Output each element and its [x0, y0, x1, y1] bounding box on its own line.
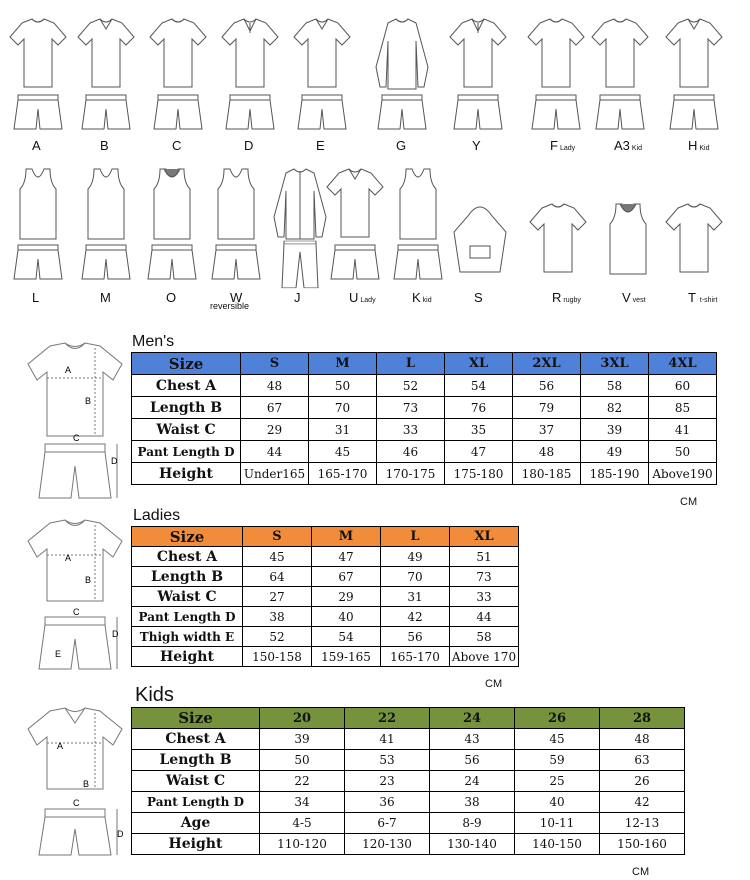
- table-cell: 40: [312, 607, 381, 627]
- row-label: Thigh width E: [132, 627, 243, 647]
- garment-label-y: Y: [472, 138, 481, 153]
- table-cell: 159-165: [312, 647, 381, 667]
- table-cell: 73: [377, 397, 445, 419]
- table-cell: 58: [450, 627, 519, 647]
- table-cell: 48: [600, 729, 685, 750]
- garment-f-illustration: [526, 15, 586, 145]
- garment-o-illustration: [142, 165, 202, 295]
- garment-e-illustration: [292, 15, 352, 145]
- table-cell: 54: [445, 375, 513, 397]
- garment-label-a3: A3 Kid: [614, 138, 643, 153]
- table-row: [132, 397, 717, 419]
- table-cell: 23: [345, 771, 430, 792]
- ladies-measure-diagram: [25, 517, 125, 684]
- diagram-label-b: B: [83, 779, 90, 789]
- table-cell: 24: [430, 771, 515, 792]
- table-cell: 40: [515, 792, 600, 813]
- ladies-header-row: [132, 527, 519, 547]
- table-cell: 150-160: [600, 834, 685, 855]
- table-cell: 120-130: [345, 834, 430, 855]
- mens-size-header: S: [241, 353, 309, 375]
- ladies-size-header: M: [312, 527, 381, 547]
- table-cell: Above 170: [450, 647, 519, 667]
- table-row: [132, 547, 519, 567]
- table-cell: 52: [243, 627, 312, 647]
- table-cell: 70: [309, 397, 377, 419]
- table-cell: 35: [445, 419, 513, 441]
- table-cell: 42: [600, 792, 685, 813]
- garment-label-o: O: [166, 290, 177, 305]
- table-cell: 12-13: [600, 813, 685, 834]
- row-label: Pant Length D: [132, 607, 243, 627]
- table-cell: 47: [445, 441, 513, 463]
- table-row: [132, 627, 519, 647]
- table-cell: 48: [241, 375, 309, 397]
- table-row: [132, 587, 519, 607]
- diagram-label-b: B: [85, 575, 92, 585]
- table-cell: 185-190: [581, 463, 649, 485]
- table-cell: 48: [513, 441, 581, 463]
- table-cell: 64: [243, 567, 312, 587]
- garment-label-j: J: [294, 290, 301, 305]
- table-row: [132, 647, 519, 667]
- table-row: [132, 771, 685, 792]
- table-cell: 31: [309, 419, 377, 441]
- garment-w-note: reversible: [210, 301, 250, 311]
- table-cell: 67: [241, 397, 309, 419]
- garment-label-g: G: [396, 138, 407, 153]
- table-cell: 44: [450, 607, 519, 627]
- diagram-label-c: C: [73, 433, 80, 443]
- garment-label-w: W: [230, 290, 243, 305]
- table-cell: 29: [312, 587, 381, 607]
- table-cell: 42: [381, 607, 450, 627]
- table-cell: 82: [581, 397, 649, 419]
- row-label: Chest A: [132, 375, 241, 397]
- table-cell: 50: [309, 375, 377, 397]
- kids-cm-unit: CM: [632, 866, 650, 878]
- garment-a-illustration: [8, 15, 68, 145]
- table-cell: 170-175: [377, 463, 445, 485]
- garment-k-illustration: [388, 165, 448, 295]
- garment-label-f: F Lady: [550, 138, 576, 153]
- garment-label-h: H Kid: [688, 138, 710, 153]
- table-cell: 43: [430, 729, 515, 750]
- row-label: Age: [132, 813, 260, 834]
- garment-u-illustration: [325, 165, 385, 295]
- table-row: [132, 441, 717, 463]
- table-cell: 31: [381, 587, 450, 607]
- diagram-label-d: D: [111, 456, 118, 466]
- diagram-label-c: C: [73, 798, 80, 808]
- kids-size-header: 24: [430, 708, 515, 729]
- table-cell: 38: [243, 607, 312, 627]
- garment-r-illustration: [528, 200, 588, 330]
- garment-b-illustration: [76, 15, 136, 145]
- mens-header-row: [132, 353, 717, 375]
- table-cell: 59: [515, 750, 600, 771]
- diagram-label-d: D: [117, 829, 124, 839]
- garment-d-illustration: [220, 15, 280, 145]
- kids-header-row: [132, 708, 685, 729]
- diagram-label-e: E: [55, 649, 62, 659]
- table-row: [132, 750, 685, 771]
- table-cell: 50: [649, 441, 717, 463]
- row-label: Length B: [132, 397, 241, 419]
- table-cell: 58: [581, 375, 649, 397]
- table-cell: 67: [312, 567, 381, 587]
- table-cell: 27: [243, 587, 312, 607]
- kids-measure-diagram: [25, 705, 125, 872]
- row-label: Waist C: [132, 419, 241, 441]
- table-cell: 73: [450, 567, 519, 587]
- table-cell: 36: [345, 792, 430, 813]
- row-label: Height: [132, 834, 260, 855]
- garment-label-d: D: [244, 138, 254, 153]
- diagram-label-a: A: [65, 365, 72, 375]
- garment-label-b: B: [100, 138, 109, 153]
- table-cell: 175-180: [445, 463, 513, 485]
- row-label: Chest A: [132, 547, 243, 567]
- garment-label-u: U Lady: [349, 290, 376, 305]
- garment-w-illustration: [206, 165, 266, 295]
- table-row: [132, 729, 685, 750]
- table-row: [132, 834, 685, 855]
- table-cell: Above190: [649, 463, 717, 485]
- table-cell: 37: [513, 419, 581, 441]
- diagram-label-d: D: [112, 629, 119, 639]
- mens-size-header: L: [377, 353, 445, 375]
- garment-label-m: M: [100, 290, 111, 305]
- kids-size-table: [131, 707, 685, 855]
- table-cell: 47: [312, 547, 381, 567]
- table-cell: 53: [345, 750, 430, 771]
- table-row: [132, 375, 717, 397]
- table-cell: 46: [377, 441, 445, 463]
- garment-v-illustration: [598, 200, 658, 330]
- kids-size-header: 20: [260, 708, 345, 729]
- mens-cm-unit: CM: [680, 496, 698, 508]
- garment-l-illustration: [8, 165, 68, 295]
- row-label: Pant Length D: [132, 441, 241, 463]
- table-cell: 140-150: [515, 834, 600, 855]
- garment-y-illustration: [448, 15, 508, 145]
- garment-s-illustration: [450, 200, 510, 330]
- table-cell: 49: [381, 547, 450, 567]
- table-cell: 45: [309, 441, 377, 463]
- table-cell: 39: [260, 729, 345, 750]
- table-cell: 130-140: [430, 834, 515, 855]
- row-label: Length B: [132, 567, 243, 587]
- ladies-size-header: XL: [450, 527, 519, 547]
- ladies-header-label: Size: [132, 527, 243, 547]
- table-cell: 165-170: [309, 463, 377, 485]
- table-cell: 8-9: [430, 813, 515, 834]
- mens-header-label: Size: [132, 353, 241, 375]
- table-cell: 54: [312, 627, 381, 647]
- mens-size-header: 3XL: [581, 353, 649, 375]
- table-row: [132, 792, 685, 813]
- table-cell: 63: [600, 750, 685, 771]
- table-cell: 180-185: [513, 463, 581, 485]
- table-cell: 33: [450, 587, 519, 607]
- table-cell: 50: [260, 750, 345, 771]
- garment-j-illustration: [270, 165, 330, 295]
- table-cell: 38: [430, 792, 515, 813]
- garment-label-t: T t-shirt: [688, 290, 718, 305]
- mens-title: Men's: [132, 333, 175, 350]
- table-cell: 45: [515, 729, 600, 750]
- garment-a3-illustration: [590, 15, 650, 145]
- table-cell: 4-5: [260, 813, 345, 834]
- diagram-label-a: A: [57, 741, 64, 751]
- row-label: Length B: [132, 750, 260, 771]
- table-cell: 29: [241, 419, 309, 441]
- table-cell: 44: [241, 441, 309, 463]
- garment-m-illustration: [76, 165, 136, 295]
- ladies-cm-unit: CM: [485, 678, 503, 690]
- table-row: [132, 419, 717, 441]
- table-cell: 39: [581, 419, 649, 441]
- ladies-title: Ladies: [133, 507, 181, 524]
- table-cell: 52: [377, 375, 445, 397]
- table-cell: 60: [649, 375, 717, 397]
- table-cell: 56: [430, 750, 515, 771]
- table-cell: 70: [381, 567, 450, 587]
- diagram-label-a: A: [65, 553, 72, 563]
- row-label: Chest A: [132, 729, 260, 750]
- kids-header-label: Size: [132, 708, 260, 729]
- garment-label-s: S: [474, 290, 483, 305]
- ladies-size-header: S: [243, 527, 312, 547]
- row-label: Height: [132, 463, 241, 485]
- table-cell: 26: [600, 771, 685, 792]
- table-cell: 49: [581, 441, 649, 463]
- table-cell: 22: [260, 771, 345, 792]
- table-row: [132, 607, 519, 627]
- table-cell: 110-120: [260, 834, 345, 855]
- kids-title: Kids: [135, 684, 174, 706]
- table-cell: 41: [345, 729, 430, 750]
- garment-g-illustration: [372, 15, 432, 145]
- garment-label-e: E: [316, 138, 325, 153]
- row-label: Waist C: [132, 587, 243, 607]
- table-row: [132, 813, 685, 834]
- garment-label-c: C: [172, 138, 182, 153]
- table-cell: 41: [649, 419, 717, 441]
- mens-size-header: 2XL: [513, 353, 581, 375]
- table-cell: 34: [260, 792, 345, 813]
- mens-size-header: 4XL: [649, 353, 717, 375]
- garment-label-k: Kkid: [412, 290, 432, 305]
- table-cell: 33: [377, 419, 445, 441]
- mens-size-header: XL: [445, 353, 513, 375]
- mens-size-header: M: [309, 353, 377, 375]
- table-cell: 165-170: [381, 647, 450, 667]
- row-label: Height: [132, 647, 243, 667]
- garment-c-illustration: [148, 15, 208, 145]
- table-cell: 150-158: [243, 647, 312, 667]
- garment-label-v: Vvest: [622, 290, 646, 305]
- table-cell: 45: [243, 547, 312, 567]
- garment-h-illustration: [664, 15, 724, 145]
- table-cell: 56: [381, 627, 450, 647]
- garment-label-l: L: [32, 290, 40, 305]
- mens-measure-diagram: [25, 340, 125, 507]
- ladies-size-header: L: [381, 527, 450, 547]
- ladies-size-table: [131, 526, 519, 667]
- table-cell: 6-7: [345, 813, 430, 834]
- table-cell: 76: [445, 397, 513, 419]
- row-label: Waist C: [132, 771, 260, 792]
- diagram-label-b: B: [85, 396, 92, 406]
- mens-size-table: [131, 352, 717, 485]
- kids-size-header: 26: [515, 708, 600, 729]
- table-cell: 85: [649, 397, 717, 419]
- table-cell: 79: [513, 397, 581, 419]
- kids-size-header: 22: [345, 708, 430, 729]
- diagram-label-c: C: [73, 607, 80, 617]
- garment-t-illustration: [664, 200, 724, 330]
- table-cell: 51: [450, 547, 519, 567]
- garment-label-a: A: [32, 138, 41, 153]
- garment-label-r: Rrugby: [552, 290, 581, 305]
- row-label: Pant Length D: [132, 792, 260, 813]
- table-cell: 56: [513, 375, 581, 397]
- table-cell: Under165: [241, 463, 309, 485]
- table-cell: 10-11: [515, 813, 600, 834]
- table-row: [132, 463, 717, 485]
- kids-size-header: 28: [600, 708, 685, 729]
- table-cell: 25: [515, 771, 600, 792]
- table-row: [132, 567, 519, 587]
